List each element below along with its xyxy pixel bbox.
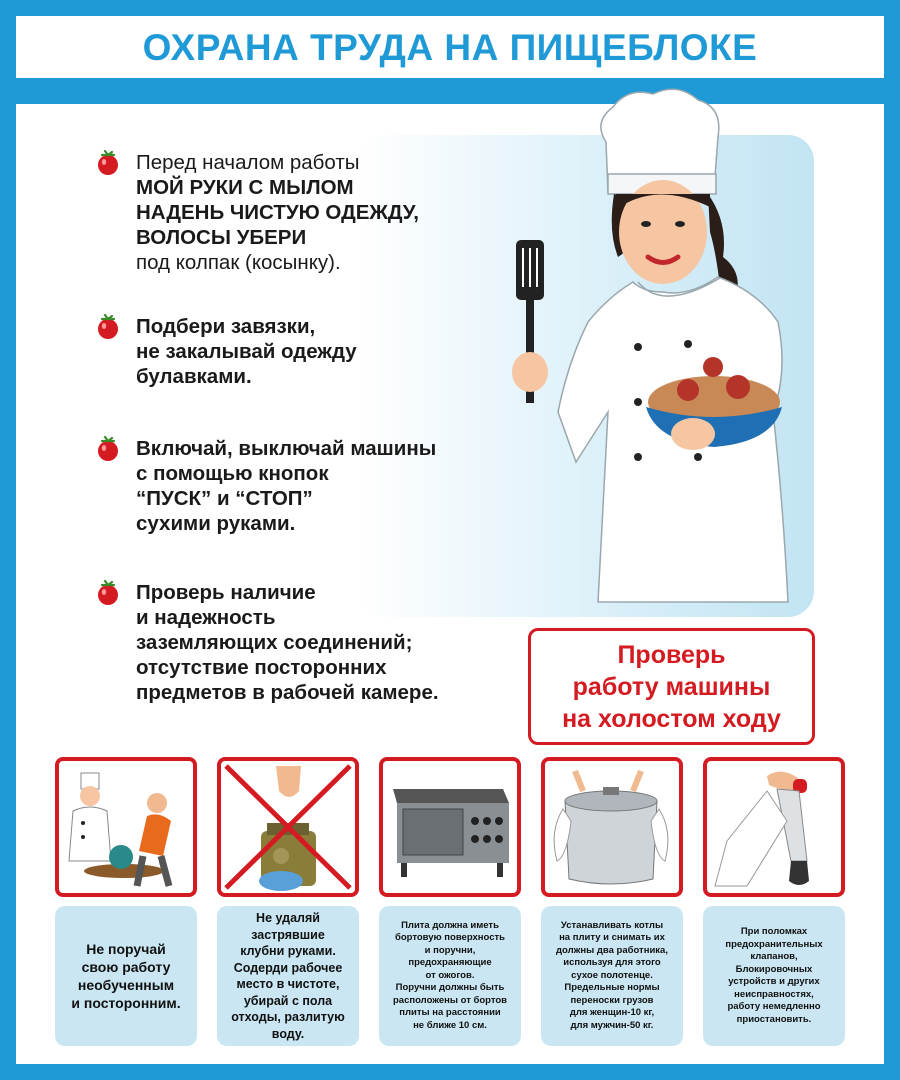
rule-hygiene	[96, 150, 419, 275]
note-line: Предельные нормы	[564, 982, 660, 994]
note-card-pots	[541, 906, 683, 1046]
rule-line: НАДЕНЬ ЧИСТУЮ ОДЕЖДУ,	[136, 201, 419, 224]
note-card-untrained	[55, 906, 197, 1046]
rule-line: предметов в рабочей камере.	[136, 681, 439, 704]
picture-box-coworkers	[55, 757, 197, 897]
rule-line: отсутствие посторонних	[136, 656, 387, 679]
rule-line: Проверь наличие	[136, 581, 316, 604]
note-card-stove	[379, 906, 521, 1046]
note-line: неисправностях,	[734, 988, 814, 1000]
note-line: клапанов,	[750, 951, 798, 962]
note-line: предохраняющие	[408, 957, 492, 969]
note-line: приостановить.	[736, 1013, 812, 1025]
stove-illustration	[383, 761, 517, 893]
rule-line: булавками.	[136, 365, 252, 388]
note-line: устройств и других	[728, 976, 820, 987]
note-line: для женщин-10 кг,	[569, 1007, 655, 1019]
note-line: сухое полотенце.	[571, 969, 653, 981]
picture-box-pot	[541, 757, 683, 897]
note-line: Не поручай	[86, 941, 166, 957]
rule-line: Подбери завязки,	[136, 315, 316, 338]
rule-grounding	[96, 580, 439, 705]
page-title: ОХРАНА ТРУДА НА ПИЩЕБЛОКЕ	[142, 27, 758, 68]
note-line: место в чистоте,	[236, 977, 340, 991]
note-line: бортовую поверхность	[394, 932, 505, 944]
tomato-icon	[96, 436, 120, 462]
rule-line: с помощью кнопок	[136, 462, 329, 485]
picture-box-crossed-hand	[217, 757, 359, 897]
note-line: Не удаляй	[256, 911, 320, 925]
rule-machines	[96, 436, 436, 536]
picture-box-stove	[379, 757, 521, 897]
pot-illustration	[545, 761, 679, 893]
idle-check-callout	[528, 628, 815, 745]
callout-line: на холостом ходу	[562, 704, 781, 733]
note-card-cleanliness	[217, 906, 359, 1046]
note-line: и посторонним.	[71, 995, 181, 1011]
note-line: Устанавливать котлы	[560, 919, 664, 931]
note-line: должны два работника,	[556, 944, 668, 956]
rule-line: МОЙ РУКИ С МЫЛОМ	[136, 176, 354, 199]
note-line: плиты на расстоянии	[399, 1007, 501, 1019]
coworker-illustration	[59, 761, 193, 893]
chef-illustration	[488, 82, 798, 622]
note-line: предохранительных	[725, 938, 823, 950]
rule-line: под колпак (косынку).	[136, 251, 341, 274]
note-line: переноски грузов	[570, 994, 654, 1006]
crossed-hand-illustration	[221, 761, 355, 893]
title-bar	[34, 18, 866, 78]
rule-line: не закалывай одежду	[136, 340, 357, 363]
note-line: не ближе 10 см.	[413, 1019, 487, 1031]
rule-line: сухими руками.	[136, 512, 296, 535]
note-line: работу немедленно	[727, 1001, 821, 1012]
note-line: Плита должна иметь	[401, 919, 499, 931]
note-line: воду.	[271, 1026, 305, 1041]
note-line: При поломках	[740, 926, 808, 937]
note-line: Блокировочных	[735, 963, 813, 975]
note-line: для мужчин-50 кг.	[570, 1019, 654, 1031]
rule-line: Перед началом работы	[136, 151, 360, 174]
rule-line: ВОЛОСЫ УБЕРИ	[136, 226, 307, 249]
rule-line: “ПУСК” и “СТОП”	[136, 487, 313, 510]
note-line: расположены от бортов	[392, 994, 508, 1006]
tomato-icon	[96, 314, 120, 340]
note-line: свою работу	[81, 959, 171, 975]
rule-line: Включай, выключай машины	[136, 437, 437, 460]
rule-clothing	[96, 314, 357, 389]
note-line: на плиту и снимать их	[559, 932, 665, 944]
picture-box-valve	[703, 757, 845, 897]
note-card-valves	[703, 906, 845, 1046]
tomato-icon	[96, 580, 120, 606]
tomato-icon	[96, 150, 120, 176]
valve-hand-illustration	[707, 761, 841, 893]
callout-line: работу машины	[572, 672, 771, 701]
note-line: используя для этого	[563, 957, 661, 969]
callout-line: Проверь	[617, 640, 726, 669]
note-line: убирай с пола	[243, 993, 333, 1008]
rule-line: и надежность	[136, 606, 276, 629]
note-line: Поручни должны быть	[395, 982, 505, 994]
note-line: необученным	[77, 977, 175, 993]
note-line: от ожогов.	[425, 969, 475, 981]
note-line: клубни руками.	[240, 944, 336, 958]
note-line: Содерди рабочее	[233, 960, 343, 975]
note-line: отходы, разлитую	[231, 1010, 345, 1024]
note-line: и поручни,	[424, 944, 476, 956]
rule-line: заземляющих соединений;	[136, 631, 413, 654]
note-line: застрявшие	[251, 927, 325, 942]
